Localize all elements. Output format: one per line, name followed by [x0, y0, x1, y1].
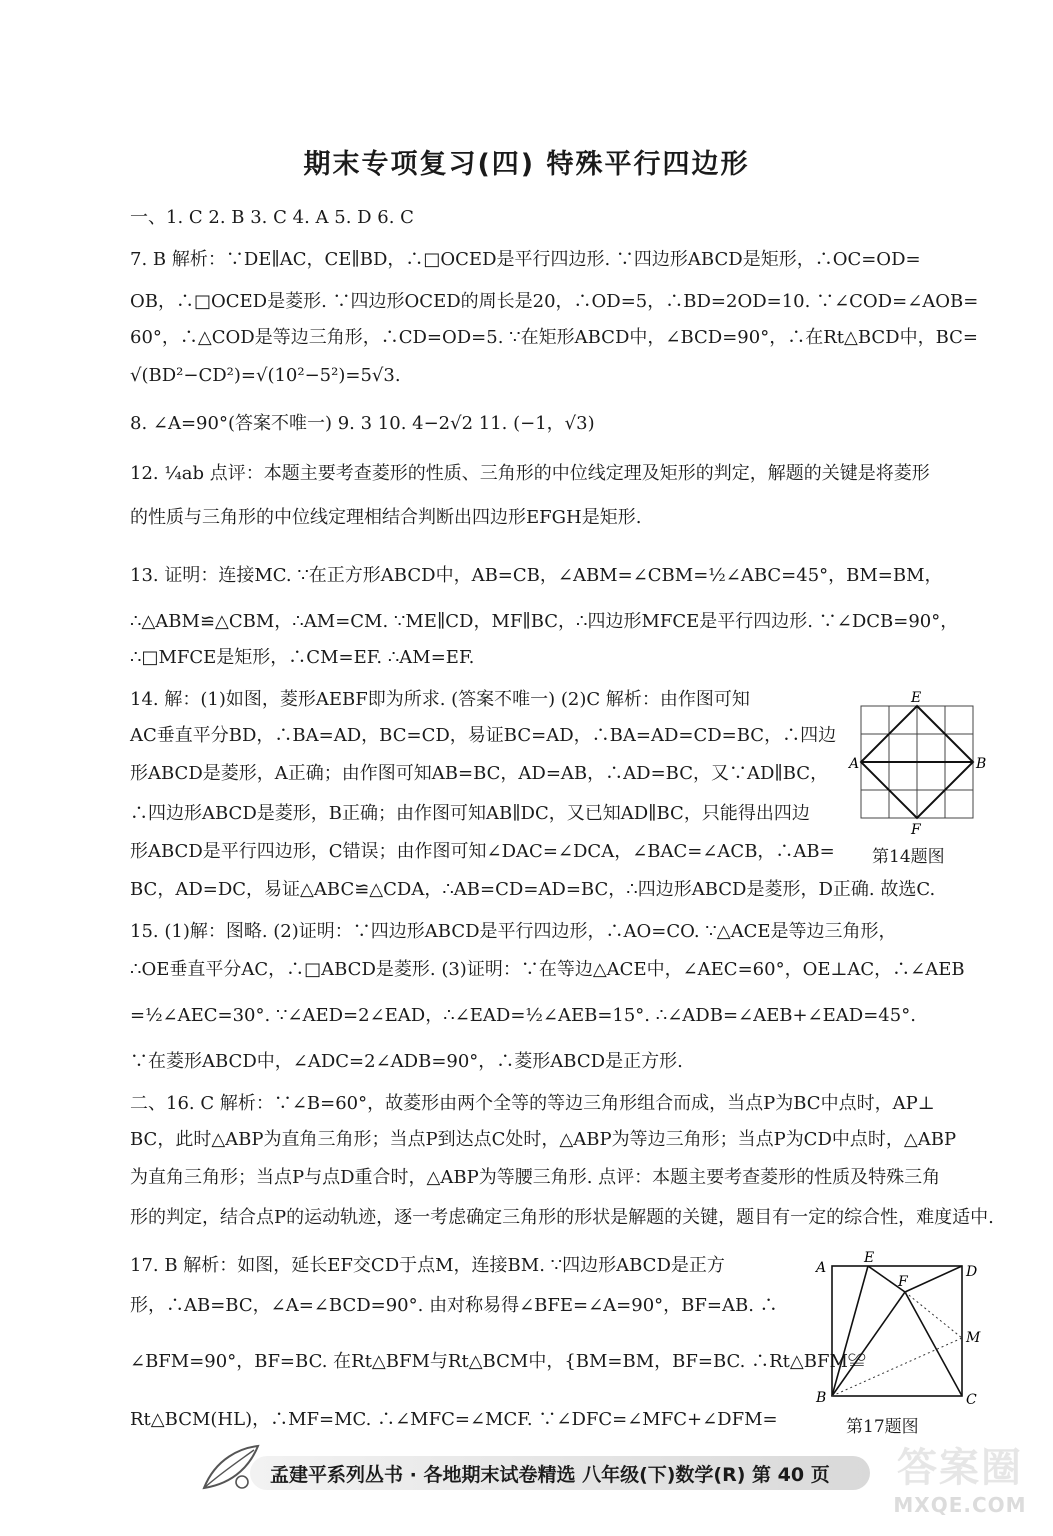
- answer-line: 的性质与三角形的中位线定理相结合判断出四边形EFGH是矩形.: [130, 507, 642, 528]
- label-E: E: [911, 690, 922, 706]
- answer-line: ∵在菱形ABCD中，∠ADC=2∠ADB=90°，∴菱形ABCD是正方形.: [130, 1051, 683, 1072]
- figure-14: [846, 688, 996, 838]
- answer-line: 形的判定，结合点P的运动轨迹，逐一考虑确定三角形的形状是解题的关键，题目有一定的综合性，难度适中.: [130, 1207, 994, 1228]
- label-F: F: [911, 822, 921, 838]
- answer-line: ∠BFM=90°，BF=BC. 在Rt△BFM与Rt△BCM中，{BM=BM，BF=BC. ∴Rt△BFM≌: [130, 1351, 866, 1372]
- answer-line: 一、1. C 2. B 3. C 4. A 5. D 6. C: [130, 207, 414, 228]
- answer-line: 14. 解：(1)如图，菱形AEBF即为所求. (答案不唯一) (2)C 解析：由作图可知: [130, 689, 750, 710]
- answer-line: 形ABCD是平行四边形，C错误；由作图可知∠DAC=∠DCA，∠BAC=∠ACB，∴AB=: [130, 841, 835, 862]
- label-B: B: [976, 756, 987, 772]
- answer-line: ∴四边形ABCD是菱形，B正确；由作图可知AB∥DC，又已知AD∥BC，只能得出四边: [130, 803, 810, 824]
- answer-line: Rt△BCM(HL)，∴MF=MC. ∴∠MFC=∠MCF. ∵∠DFC=∠MFC+∠DFM=: [130, 1409, 778, 1430]
- answer-line: 12. ¼ab 点评：本题主要考查菱形的性质、三角形的中位线定理及矩形的判定，解题的关键是将菱形: [130, 463, 930, 484]
- label-M: M: [966, 1330, 981, 1346]
- watermark: [885, 1436, 1035, 1528]
- answer-line: 17. B 解析：如图，延长EF交CD于点M，连接BM. ∵四边形ABCD是正方: [130, 1255, 725, 1276]
- label-E: E: [864, 1250, 875, 1266]
- label-F: F: [898, 1274, 908, 1290]
- answer-line: 形ABCD是菱形，A正确；由作图可知AB=BC，AD=AB，∴AD=BC，又∵AD∥BC，: [130, 763, 829, 784]
- answer-line: 13. 证明：连接MC. ∵在正方形ABCD中，AB=CB，∠ABM=∠CBM=½∠ABC=45°，BM=BM，: [130, 565, 943, 586]
- label-C: C: [966, 1392, 977, 1408]
- label-D: D: [966, 1264, 978, 1280]
- answer-line: BC，AD=DC，易证△ABC≌△CDA，∴AB=CD=AD=BC，∴四边形ABCD是菱形，D正确. 故选C.: [130, 879, 936, 900]
- page-title: 期末专项复习(四) 特殊平行四边形: [303, 149, 750, 180]
- answer-line: 形，∴AB=BC，∠A=∠BCD=90°. 由对称易得∠BFE=∠A=90°，BF=AB. ∴: [130, 1295, 778, 1316]
- watermark-top: 答案圈: [897, 1445, 1023, 1491]
- answer-line: 8. ∠A=90°(答案不唯一) 9. 3 10. 4−2√2 11. (−1，√3): [130, 413, 595, 434]
- figure-17-caption: 第17题图: [846, 1417, 919, 1437]
- answer-line: √(BD²−CD²)=√(10²−5²)=5√3.: [130, 365, 401, 386]
- answer-line: 为直角三角形；当点P与点D重合时，△ABP为等腰三角形. 点评：本题主要考查菱形的性质及特殊三角: [130, 1167, 941, 1188]
- figure-14-caption: 第14题图: [872, 847, 945, 867]
- label-A: A: [816, 1260, 827, 1276]
- answer-line: ∴□MFCE是矩形，∴CM=EF. ∴AM=EF.: [130, 647, 475, 668]
- answer-line: 60°，∴△COD是等边三角形，∴CD=OD=5. ∵在矩形ABCD中，∠BCD=90°，∴在Rt△BCD中，BC=: [130, 327, 979, 348]
- answer-line: 15. (1)解：图略. (2)证明：∵四边形ABCD是平行四边形，∴AO=CO. ∵△ACE是等边三角形，: [130, 921, 897, 942]
- answer-line: 二、16. C 解析：∵∠B=60°，故菱形由两个全等的等边三角形组合而成，当点P为BC中点时，AP⊥: [130, 1093, 935, 1114]
- answer-line: 7. B 解析：∵DE∥AC，CE∥BD，∴□OCED是平行四边形. ∵四边形ABCD是矩形，∴OC=OD=: [130, 249, 921, 270]
- figure-17: [810, 1248, 990, 1408]
- label-A: A: [849, 756, 860, 772]
- answer-line: ∴OE垂直平分AC，∴□ABCD是菱形. (3)证明：∵在等边△ACE中，∠AEC=60°，OE⊥AC，∴∠AEB: [130, 959, 965, 980]
- label-B: B: [816, 1390, 827, 1406]
- footer-text: 孟建平系列丛书 · 各地期末试卷精选 八年级(下)数学(R) 第 40 页: [270, 1464, 830, 1486]
- answer-line: OB，∴□OCED是菱形. ∵四边形OCED的周长是20，∴OD=5，∴BD=2OD=10. ∵∠COD=∠AOB=: [130, 291, 979, 312]
- answer-line: ∴△ABM≌△CBM，∴AM=CM. ∵ME∥CD，MF∥BC，∴四边形MFCE是平行四边形. ∵∠DCB=90°，: [130, 611, 959, 632]
- answer-line: AC垂直平分BD，∴BA=AD，BC=CD，易证BC=AD，∴BA=AD=CD=BC，∴四边: [130, 725, 837, 746]
- watermark-bottom: MXQE.COM: [893, 1493, 1027, 1517]
- answer-line: =½∠AEC=30°. ∵∠AED=2∠EAD，∴∠EAD=½∠AEB=15°. ∴∠ADB=∠AEB+∠EAD=45°.: [130, 1005, 916, 1026]
- answer-line: BC，此时△ABP为直角三角形；当点P到达点C处时，△ABP为等边三角形；当点P为CD中点时，△ABP: [130, 1129, 957, 1150]
